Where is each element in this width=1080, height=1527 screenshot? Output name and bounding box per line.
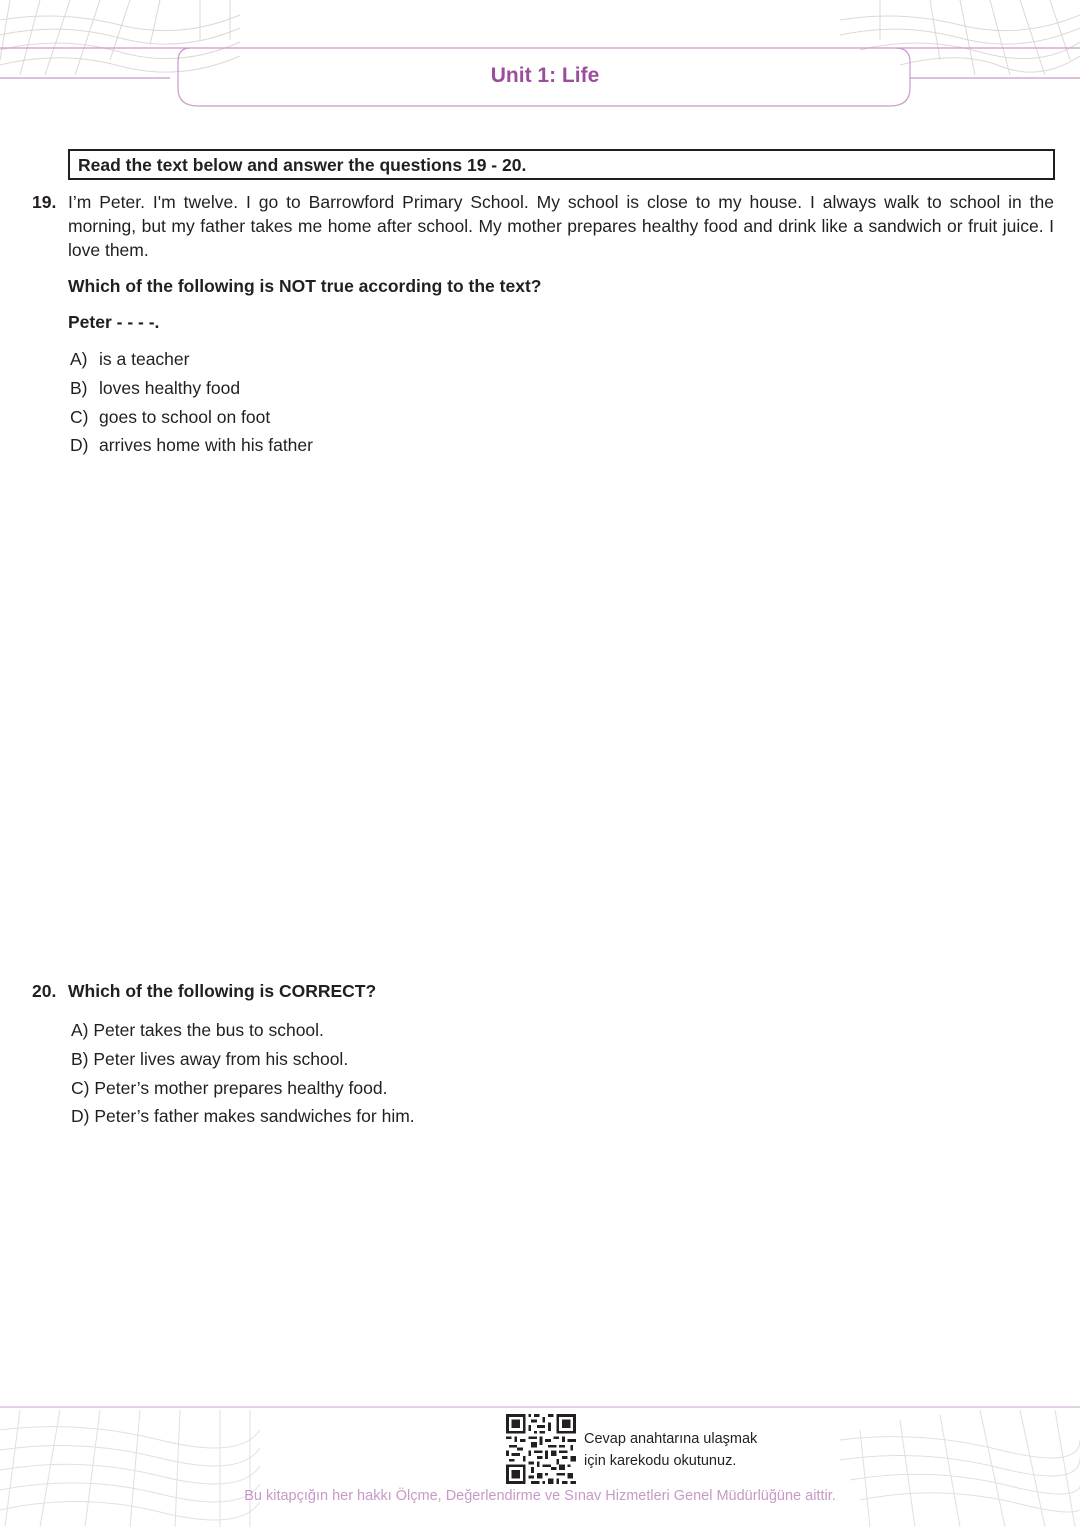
question-19-prompt: Which of the following is NOT true according to the text? xyxy=(68,276,542,296)
question-19-passage: I’m Peter. I'm twelve. I go to Barrowford Primary School. My school is close to my house. I always walk to school in the morning, but my father takes me home after school. My mother prepares healthy food and drink like a sandwich or fruit juice. I love them. xyxy=(68,192,1054,260)
question-19-option-b[interactable] xyxy=(70,378,240,399)
qr-caption xyxy=(584,1428,757,1472)
question-20-prompt: Which of the following is CORRECT? xyxy=(68,981,377,1001)
question-19-number: 19. xyxy=(32,192,57,212)
header-decoration xyxy=(0,0,1080,115)
instruction-box xyxy=(68,149,1055,180)
option-text: loves healthy food xyxy=(99,378,241,398)
question-20-option-c[interactable]: C) Peter’s mother prepares healthy food. xyxy=(71,1078,388,1098)
unit-title: Unit 1: Life xyxy=(490,64,600,87)
question-19-option-a[interactable] xyxy=(70,349,189,370)
option-letter: C) xyxy=(70,407,89,427)
question-19-option-c[interactable] xyxy=(70,407,270,428)
question-20-option-b[interactable]: B) Peter lives away from his school. xyxy=(71,1049,349,1069)
qr-code[interactable] xyxy=(506,1414,576,1484)
question-20-number: 20. xyxy=(32,981,57,1001)
option-letter: A) xyxy=(70,349,88,369)
question-20-option-d[interactable]: D) Peter’s father makes sandwiches for him. xyxy=(71,1106,415,1126)
qr-caption-line-2: için karekodu okutunuz. xyxy=(584,1453,737,1469)
option-text: arrives home with his father xyxy=(99,435,313,455)
copyright-notice: Bu kitapçığın her hakkı Ölçme, Değerlendirme ve Sınav Hizmetleri Genel Müdürlüğüne aittir. xyxy=(244,1488,836,1504)
option-letter: B) xyxy=(70,378,88,398)
option-text: goes to school on foot xyxy=(99,407,271,427)
option-letter: D) xyxy=(70,435,89,455)
question-19-stem: Peter - - - -. xyxy=(68,312,160,332)
question-20-option-a[interactable]: A) Peter takes the bus to school. xyxy=(71,1020,324,1040)
question-19-option-d[interactable] xyxy=(70,435,313,456)
option-text: is a teacher xyxy=(99,349,190,369)
qr-caption-line-1: Cevap anahtarına ulaşmak xyxy=(584,1431,758,1447)
instruction-text: Read the text below and answer the questions 19 - 20. xyxy=(78,155,527,175)
